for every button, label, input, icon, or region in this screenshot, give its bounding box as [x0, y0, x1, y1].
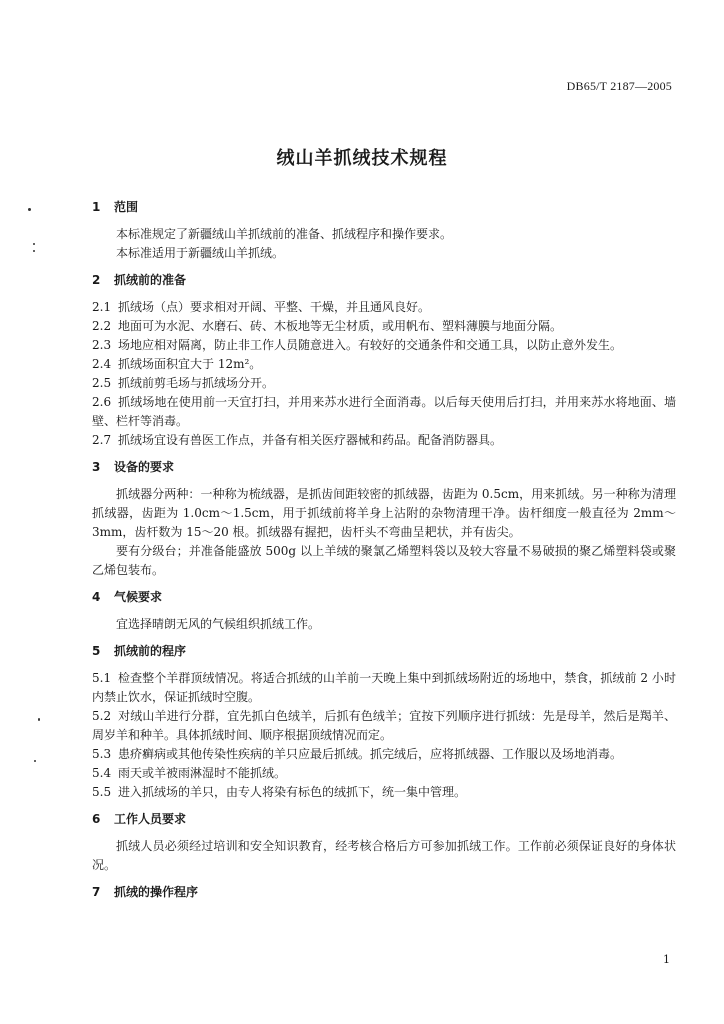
clause-number: 5.2 [92, 709, 112, 723]
section-5-heading [92, 642, 676, 661]
clause-number: 2.2 [92, 319, 112, 333]
section-title: 抓绒前的程序 [114, 644, 187, 658]
clause-number: 2.3 [92, 338, 112, 352]
section-title: 气候要求 [114, 590, 163, 604]
clause-item [92, 745, 676, 764]
clause-text: 进入抓绒场的羊只，由专人将染有标色的绒抓下，统一集中管理。 [118, 785, 467, 799]
clause-item [92, 669, 676, 707]
section-number: 1 [92, 200, 101, 214]
section-title: 设备的要求 [114, 460, 175, 474]
clause-text: 抓绒场（点）要求相对开阔、平整、干燥，并且通风良好。 [118, 300, 431, 314]
clause-item [92, 336, 676, 355]
clause-text: 场地应相对隔离，防止非工作人员随意进入。有较好的交通条件和交通工具，以防止意外发生。 [118, 338, 623, 352]
paragraph: 抓绒器分两种：一种称为梳绒器，是抓齿间距较密的抓绒器，齿距为 0.5cm，用来抓绒。另一种称为清理抓绒器，齿距为 1.0cm～1.5cm，用于抓绒前将羊身上沾附的杂物清理干净。齿杆细度一般直径为 2mm～3mm，齿杆数为 15～20 根。抓绒器有握把，齿杆头不弯曲呈耙状，并有齿尖。 [92, 487, 676, 539]
clause-text: 检查整个羊群顶绒情况。将适合抓绒的山羊前一天晚上集中到抓绒场附近的场地中，禁食，抓绒前 2 小时内禁止饮水，保证抓绒时空腹。 [92, 671, 676, 704]
section-number: 3 [92, 460, 101, 474]
clause-item [92, 374, 676, 393]
clause-item [92, 707, 676, 745]
clause-number: 5.3 [92, 747, 112, 761]
section-2-heading [92, 271, 676, 290]
paragraph: 要有分级台；并准备能盛放 500g 以上羊绒的聚氯乙烯塑料袋以及较大容量不易破损的聚乙烯塑料袋或聚乙烯包装布。 [92, 544, 676, 577]
clause-number: 2.4 [92, 357, 112, 371]
clause-text: 抓绒场面积宜大于 12m²。 [118, 357, 262, 371]
document-title: 绒山羊抓绒技术规程 [276, 148, 448, 169]
page-number: 1 [663, 953, 670, 966]
section-number: 2 [92, 273, 101, 287]
clause-text: 患疥癣病或其他传染性疾病的羊只应最后抓绒。抓完绒后，应将抓绒器、工作服以及场地消毒。 [118, 747, 623, 761]
section-title: 抓绒的操作程序 [114, 885, 199, 899]
clause-item [92, 393, 676, 431]
clause-item [92, 317, 676, 336]
scan-speck [33, 243, 35, 245]
clause-number: 2.1 [92, 300, 112, 314]
section-3-heading [92, 458, 676, 477]
clause-text: 对绒山羊进行分群，宜先抓白色绒羊，后抓有色绒羊；宜按下列顺序进行抓绒：先是母羊，然后是羯羊、周岁羊和种羊。具体抓绒时间、顺序根据顶绒情况而定。 [92, 709, 676, 742]
section-title: 工作人员要求 [114, 812, 187, 826]
section-title: 抓绒前的准备 [114, 273, 187, 287]
paragraph: 本标准规定了新疆绒山羊抓绒前的准备、抓绒程序和操作要求。 [116, 227, 453, 241]
clause-item [92, 764, 676, 783]
paragraph: 宜选择晴朗无风的气候组织抓绒工作。 [116, 617, 321, 631]
clause-item [92, 355, 676, 374]
clause-number: 5.1 [92, 671, 112, 685]
section-title: 范围 [114, 200, 139, 214]
clause-text: 抓绒前剪毛场与抓绒场分开。 [118, 376, 275, 390]
clause-item [92, 431, 676, 450]
clause-number: 2.5 [92, 376, 112, 390]
clause-text: 雨天或羊被雨淋湿时不能抓绒。 [118, 766, 287, 780]
standard-code: DB65/T 2187—2005 [566, 79, 672, 93]
section-number: 6 [92, 812, 101, 826]
section-number: 5 [92, 644, 101, 658]
paragraph: 本标准适用于新疆绒山羊抓绒。 [116, 246, 285, 260]
clause-number: 5.5 [92, 785, 112, 799]
section-4-heading [92, 588, 676, 607]
section-6-heading [92, 810, 676, 829]
scan-speck [38, 718, 40, 721]
clause-number: 2.7 [92, 433, 112, 447]
section-1-heading [92, 198, 676, 217]
clause-text: 抓绒场宜设有兽医工作点，并备有相关医疗器械和药品。配备消防器具。 [118, 433, 503, 447]
section-7-heading [92, 883, 676, 902]
clause-text: 抓绒场地在使用前一天宜打扫，并用来苏水进行全面消毒。以后每天使用后打扫，并用来苏水将地面、墙壁、栏杆等消毒。 [92, 395, 676, 428]
clause-text: 地面可为水泥、水磨石、砖、木板地等无尘材质，或用帆布、塑料薄膜与地面分隔。 [118, 319, 563, 333]
paragraph: 抓绒人员必须经过培训和安全知识教育，经考核合格后方可参加抓绒工作。工作前必须保证良好的身体状况。 [92, 839, 676, 872]
clause-number: 2.6 [92, 395, 112, 409]
scan-speck [28, 208, 31, 211]
scan-speck [34, 760, 36, 762]
clause-number: 5.4 [92, 766, 112, 780]
scan-speck [33, 250, 35, 252]
document-body [92, 198, 676, 902]
clause-item [92, 298, 676, 317]
section-number: 4 [92, 590, 101, 604]
clause-item [92, 783, 676, 802]
section-number: 7 [92, 885, 101, 899]
